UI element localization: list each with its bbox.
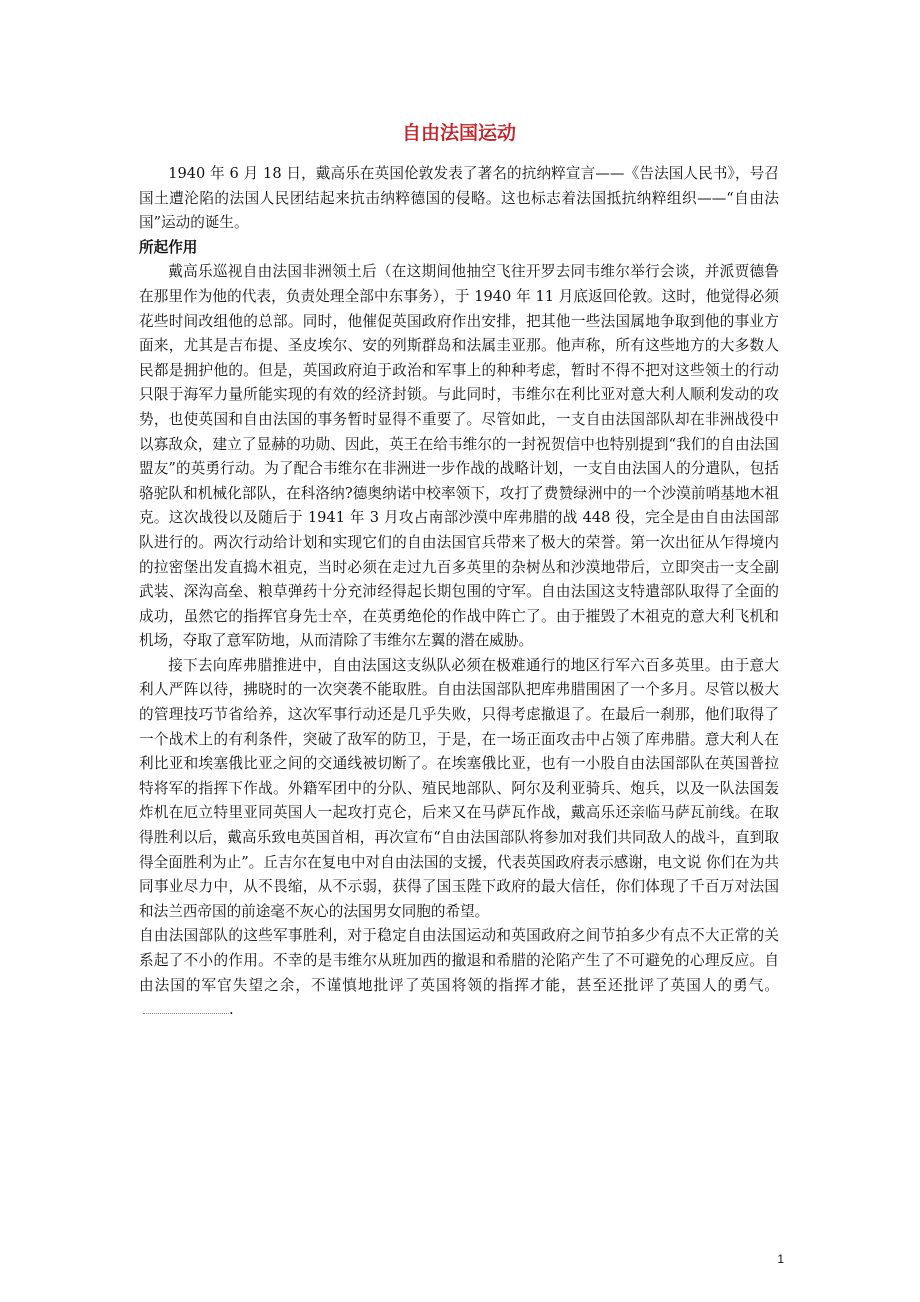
section-heading: 所起作用 xyxy=(139,238,198,256)
intro-paragraph: 1940 年 6 月 18 日，戴高乐在英国伦敦发表了著名的抗纳粹宣言——《告法国人民书》，号召国土遭沦陷的法国人民团结起来抗击纳粹德国的侵略。这也标志着法国抵抗纳粹组织——“自由法国”运动的诞生。 xyxy=(139,165,779,232)
paragraph-1: 戴高乐巡视自由法国非洲领土后（在这期间他抽空飞往开罗去同韦维尔举行会谈，并派贾德鲁在那里作为他的代表，负责处理全部中东事务），于 1940 年 11 月底返回伦敦。这时，他觉得必须花些时间改组他的总部。同时，他催促英国政府作出安排，把其他一些法国属地争取到他的事业方面来，尤其是吉布提、圣皮埃尔、安的列斯群岛和法属圭亚那。他声称，所有这些地方的大多数人民都是拥护他的。但是，英国政府迫于政治和军事上的种种考虑，暂时不得不把对这些领土的行动只限于海军力量所能实现的有效的经济封锁。与此同时，韦维尔在利比亚对意大利人顺利发动的攻势，也使英国和自由法国的事务暂时显得不重要了。尽管如此，一支自由法国部队却在非洲战役中以寡敌众，建立了显赫的功勋、因此，英王在给韦维尔的一封祝贺信中也特别提到“我们的自由法国盟友”的英勇行动。为了配合韦维尔在非洲进一步作战的战略计划，一支自由法国人的分遣队，包括骆驼队和机械化部队，在科洛纳?德奥纳诺中校率领下，攻打了费赞绿洲中的一个沙漠前哨基地木祖克。这次战役以及随后于 1941 年 3 月攻占南部沙漠中库弗腊的战 448 役，完全是由自由法国部队进行的。两次行动给计划和实现它们的自由法国官兵带来了极大的荣誉。第一次出征从乍得境内的拉密堡出发直捣木祖克，当时必须在走过九百多英里的杂树丛和沙漠地带后，立即突击一支全副武装、深沟高垒、粮草弹药十分充沛经得起长期包围的守军。自由法国这支特遣部队取得了全面的成功，虽然它的指挥官身先士卒，在英勇绝伦的作战中阵亡了。由于摧毁了木祖克的意大利飞机和机场，夺取了意军防地，从而清除了韦维尔左翼的潜在威胁。 xyxy=(139,263,779,650)
paragraph-3 xyxy=(139,924,779,1022)
dotted-leader xyxy=(143,1001,229,1014)
paragraph-3-text: 自由法国部队的这些军事胜利，对于稳定自由法国运动和英国政府之间节拍多少有点不大正常的关系起了不小的作用。不幸的是韦维尔从班加西的撤退和希腊的沦陷产生了不可避免的心理反应。自由法国的军官失望之余，不谨慎地批评了英国将领的指挥才能，甚至还批评了英国人的勇气。 xyxy=(139,927,779,994)
document-title: 自由法国运动 xyxy=(401,122,516,144)
page-number: 1 xyxy=(777,1252,784,1266)
document-body xyxy=(139,118,779,1023)
paragraph-2: 接下去向库弗腊推进中，自由法国这支纵队必须在极难通行的地区行军六百多英里。由于意大利人严阵以待，拂晓时的一次突袭不能取胜。自由法国部队把库弗腊围困了一个多月。尽管以极大的管理技巧节省给养，这次军事行动还是几乎失败，只得考虑撤退了。在最后一刹那，他们取得了一个战术上的有利条件，突破了敌军的防卫，于是，在一场正面攻击中占领了库弗腊。意大利人在利比亚和埃塞俄比亚之间的交通线被切断了。在埃塞俄比亚，也有一小股自由法国部队在英国普拉特将军的指挥下作战。外籍军团中的分队、殖民地部队、阿尔及利亚骑兵、炮兵，以及一队法国轰炸机在厄立特里亚同英国人一起攻打克仑，后来又在马萨瓦作战，戴高乐还亲临马萨瓦前线。在取得胜利以后，戴高乐致电英国首相，再次宣布“自由法国部队将参加对我们共同敌人的战斗，直到取得全面胜利为止”。丘吉尔在复电中对自由法国的支援，代表英国政府表示感谢，电文说 你们在为共同事业尽力中，从不畏缩，从不示弱，获得了国玉陛下政府的最大信任，你们体现了千百万对法国和法兰西帝国的前途毫不灰心的法国男女同胞的希望。 xyxy=(139,656,779,920)
trailing-period: . xyxy=(229,1001,234,1019)
